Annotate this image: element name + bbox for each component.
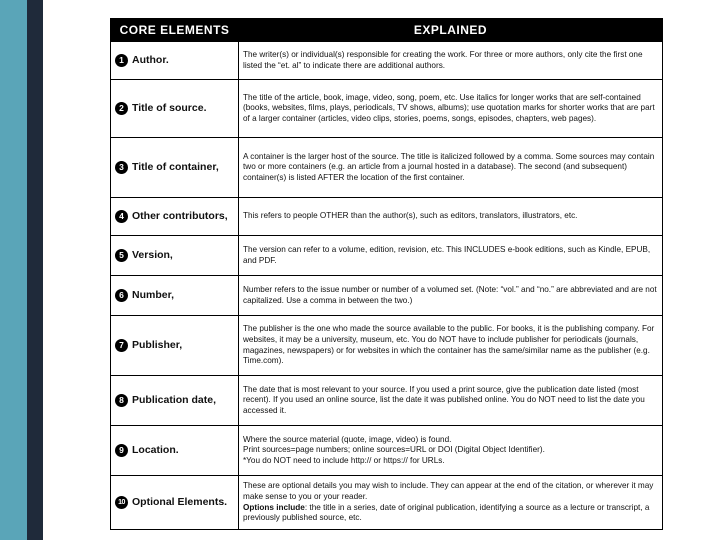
number-badge-icon: 6 [115, 289, 128, 302]
element-label: Other contributors, [132, 210, 228, 223]
explanation-cell: This refers to people OTHER than the author(s), such as editors, translators, illustrators, etc. [239, 198, 663, 236]
table-row [111, 236, 663, 276]
optional-line-2 [243, 503, 658, 524]
number-badge-icon: 10 [115, 496, 128, 509]
number-badge-icon: 2 [115, 102, 128, 115]
number-badge-icon: 5 [115, 249, 128, 262]
table-row [111, 138, 663, 198]
element-label: Publisher, [132, 339, 183, 352]
table-row [111, 476, 663, 530]
core-elements-table-container [110, 18, 662, 528]
explanation-cell [239, 426, 663, 476]
element-label: Version, [132, 249, 173, 262]
element-cell [111, 316, 239, 376]
number-badge-icon: 7 [115, 339, 128, 352]
explanation-cell: The date that is most relevant to your source. If you used a print source, give the publication date listed (most recent). If you used an online source, list the date it was published online. You do NOT need to list the date you accessed it. [239, 376, 663, 426]
number-badge-icon: 1 [115, 54, 128, 67]
element-label: Title of container, [132, 161, 219, 174]
element-label: Optional Elements. [132, 496, 228, 509]
table-row [111, 376, 663, 426]
element-cell [111, 426, 239, 476]
options-include-text: : the title in a series, date of original publication, identifying a source as a lecture or transcript, a previously published source, etc. [243, 502, 650, 523]
table-row [111, 80, 663, 138]
location-line-2: Print sources=page numbers; online sources=URL or DOI (Digital Object Identifier). [243, 445, 545, 455]
element-cell [111, 80, 239, 138]
explanation-cell: The publisher is the one who made the source available to the public. For books, it is the publishing company. For websites, it may be a university, museum, etc. You do NOT have to include publisher for periodicals (journals, magazines, newspapers) or for websites in which the container has the same/similar name as the publisher (e.g. Time.com). [239, 316, 663, 376]
element-cell [111, 236, 239, 276]
element-label: Author. [132, 54, 169, 67]
explanation-cell: The version can refer to a volume, edition, revision, etc. This INCLUDES e-book editions, such as Kindle, EPUB, and PDF. [239, 236, 663, 276]
explanation-cell: A container is the larger host of the source. The title is italicized followed by a comma. Some sources may contain two or more containers (e.g. an article from a journal hosted in a database). The second (and subsequent) container(s) is listed AFTER the location of the first container. [239, 138, 663, 198]
table-row [111, 426, 663, 476]
explanation-cell: The writer(s) or individual(s) responsible for creating the work. For three or more authors, only cite the first one listed the “et. al” to indicate there are additional authors. [239, 42, 663, 80]
number-badge-icon: 8 [115, 394, 128, 407]
element-cell [111, 376, 239, 426]
location-line-1: Where the source material (quote, image, video) is found. [243, 434, 452, 444]
explanation-cell [239, 476, 663, 530]
element-cell [111, 138, 239, 198]
number-badge-icon: 4 [115, 210, 128, 223]
header-explained: EXPLAINED [239, 19, 663, 42]
table-header-row [111, 19, 663, 42]
explanation-cell: Number refers to the issue number or number of a volumed set. (Note: “vol.” and “no.” are abbreviated and are not capitalized. Use a comma in between the two.) [239, 276, 663, 316]
table-row [111, 276, 663, 316]
element-cell [111, 276, 239, 316]
element-cell [111, 198, 239, 236]
element-label: Location. [132, 444, 179, 457]
element-label: Publication date, [132, 394, 217, 407]
element-cell [111, 42, 239, 80]
location-line-3: *You do NOT need to include http:// or https:// for URLs. [243, 455, 445, 465]
element-label: Title of source. [132, 102, 207, 115]
core-elements-table [110, 18, 663, 530]
number-badge-icon: 3 [115, 161, 128, 174]
table-row [111, 42, 663, 80]
header-core-elements: CORE ELEMENTS [111, 19, 239, 42]
optional-line-1: These are optional details you may wish to include. They can appear at the end of the citation, or wherever it may make sense to you or your reader. [243, 481, 654, 501]
element-cell [111, 476, 239, 530]
explanation-cell: The title of the article, book, image, video, song, poem, etc. Use italics for longer works that are self-contained (books, websites, films, plays, periodicals, TV shows, albums); use quotation marks for shorter works that are part of a larger container (articles, video clips, stories, poems, songs, episodes, chapters, web pages). [239, 80, 663, 138]
number-badge-icon: 9 [115, 444, 128, 457]
left-accent-stripe [27, 0, 43, 540]
table-row [111, 198, 663, 236]
element-label: Number, [132, 289, 175, 302]
options-include-label: Options include [243, 502, 305, 512]
table-row [111, 316, 663, 376]
